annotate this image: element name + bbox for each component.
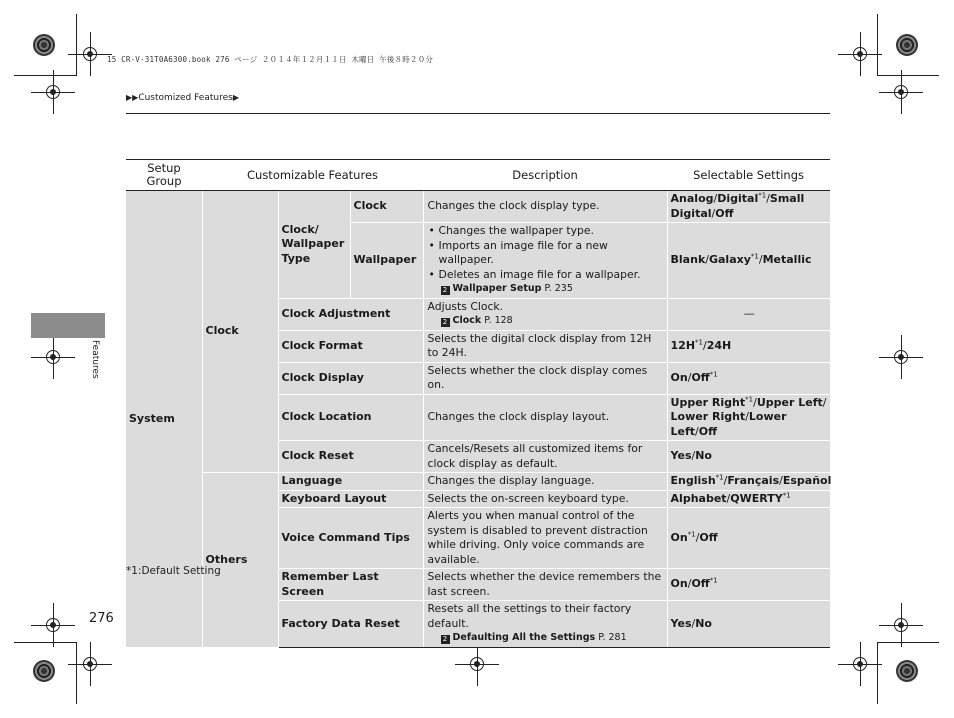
feature-clock-wallpaper-type: Clock/ Wallpaper Type <box>278 191 350 299</box>
reference-arrow-icon: 2 <box>441 635 450 644</box>
settings-remember-last-screen: On/Off$^{*1}$ <box>667 569 830 601</box>
section-tab <box>31 313 105 338</box>
table-row <box>126 473 830 491</box>
settings-clock-reset: Yes/No <box>667 441 830 473</box>
settings-clock-display: On/Off$^{*1}$ <box>667 362 830 394</box>
crop-line <box>14 75 76 76</box>
cross-reference-link[interactable]: 2 Wallpaper Setup P. 235 <box>428 282 665 297</box>
crop-line <box>877 642 878 704</box>
list-item: • Deletes an image file for a wallpaper. <box>439 268 665 283</box>
description-keyboard-layout: Selects the on-screen keyboard type. <box>423 490 667 508</box>
header-rule <box>126 113 830 114</box>
registration-disc-top-left <box>33 34 55 56</box>
registration-disc-bottom-left <box>33 660 55 682</box>
settings-wallpaper: Blank/Galaxy$^{*1}$/Metallic <box>667 223 830 299</box>
customizable-features-table <box>126 159 830 648</box>
feature-clock-adjustment: Clock Adjustment <box>278 298 423 330</box>
list-item: • Changes the wallpaper type. <box>439 224 665 239</box>
description-voice-command-tips: Alerts you when manual control of the system is disabled to prevent distraction while driving. Only voice commands are available. <box>423 508 667 569</box>
sub-group-clock: Clock <box>202 191 278 473</box>
cross-reference-link[interactable]: 2 Clock P. 128 <box>428 314 665 329</box>
settings-clock-location: Upper Right$^{*1}$/Upper Left/ Lower Right/Lower Left/Off <box>667 394 830 441</box>
settings-keyboard-layout: Alphabet/QWERTY$^{*1}$ <box>667 490 830 508</box>
feature-clock-location: Clock Location <box>278 394 423 441</box>
header-selectable-settings: Selectable Settings <box>667 160 830 191</box>
settings-clock-adjustment: — <box>667 298 830 330</box>
crop-line <box>76 14 77 76</box>
description-remember-last-screen: Selects whether the device remembers the last screen. <box>423 569 667 601</box>
feature-remember-last-screen: Remember Last Screen <box>278 569 423 601</box>
registration-disc-bottom-right <box>896 660 918 682</box>
description-language: Changes the display language. <box>423 473 667 491</box>
feature-keyboard-layout: Keyboard Layout <box>278 490 423 508</box>
description-wallpaper <box>423 223 667 299</box>
crop-line <box>877 642 939 643</box>
sub-group-others: Others <box>202 473 278 648</box>
description-clock-adjustment: Adjusts Clock. 2 Clock P. 128 <box>423 298 667 330</box>
header-customizable-features: Customizable Features <box>202 160 423 191</box>
crop-line <box>877 75 939 76</box>
feature-clock: Clock <box>350 191 423 223</box>
cross-reference-link[interactable]: 2 Defaulting All the Settings P. 281 <box>428 631 665 646</box>
crop-line <box>76 642 77 704</box>
breadcrumb-link[interactable]: Customized Features <box>138 93 233 103</box>
registration-disc-top-right <box>896 34 918 56</box>
settings-clock: Analog/Digital$^{*1}$/Small Digital/Off <box>667 191 830 223</box>
feature-wallpaper: Wallpaper <box>350 223 423 299</box>
settings-language: English$^{*1}$/Français/Español <box>667 473 830 491</box>
settings-factory-data-reset: Yes/No <box>667 601 830 648</box>
description-clock-display: Selects whether the clock display comes on. <box>423 362 667 394</box>
section-tab-label: Features <box>90 340 100 379</box>
description-clock-location: Changes the clock display layout. <box>423 394 667 441</box>
header-description: Description <box>423 160 667 191</box>
table-row <box>126 191 830 223</box>
print-file-header: 15 CR-V-31T0A6300.book 276 ページ ２０１４年１２月１１日 木曜日 午後８時２０分 <box>107 55 434 64</box>
table-header-row <box>126 160 830 191</box>
settings-clock-format: $12H^{*1}/24H$ <box>667 330 830 362</box>
default-setting-footnote: *1:Default Setting <box>126 565 221 577</box>
feature-voice-command-tips: Voice Command Tips <box>278 508 423 569</box>
page-number: 276 <box>89 611 114 626</box>
description-clock: Changes the clock display type. <box>423 191 667 223</box>
description-factory-data-reset: Resets all the settings to their factory default. 2 Defaulting All the Settings P. 281 <box>423 601 667 648</box>
setup-group-cell: System <box>126 191 202 648</box>
feature-language: Language <box>278 473 423 491</box>
breadcrumb-arrow-icon: ▶▶ <box>126 93 139 102</box>
reference-arrow-icon: 2 <box>441 318 450 327</box>
settings-voice-command-tips: On$^{*1}$/Off <box>667 508 830 569</box>
list-item: • Imports an image file for a new wallpaper. <box>439 239 665 268</box>
crop-line <box>877 14 878 76</box>
feature-clock-format: Clock Format <box>278 330 423 362</box>
crop-line <box>14 642 76 643</box>
breadcrumb <box>126 93 239 103</box>
feature-clock-reset: Clock Reset <box>278 441 423 473</box>
breadcrumb-arrow-icon: ▶ <box>232 93 239 102</box>
description-clock-format: Selects the digital clock display from 12H to 24H. <box>423 330 667 362</box>
feature-factory-data-reset: Factory Data Reset <box>278 601 423 648</box>
reference-arrow-icon: 2 <box>441 286 450 295</box>
header-setup-group: Setup Group <box>126 160 202 191</box>
description-clock-reset: Cancels/Resets all customized items for clock display as default. <box>423 441 667 473</box>
feature-clock-display: Clock Display <box>278 362 423 394</box>
